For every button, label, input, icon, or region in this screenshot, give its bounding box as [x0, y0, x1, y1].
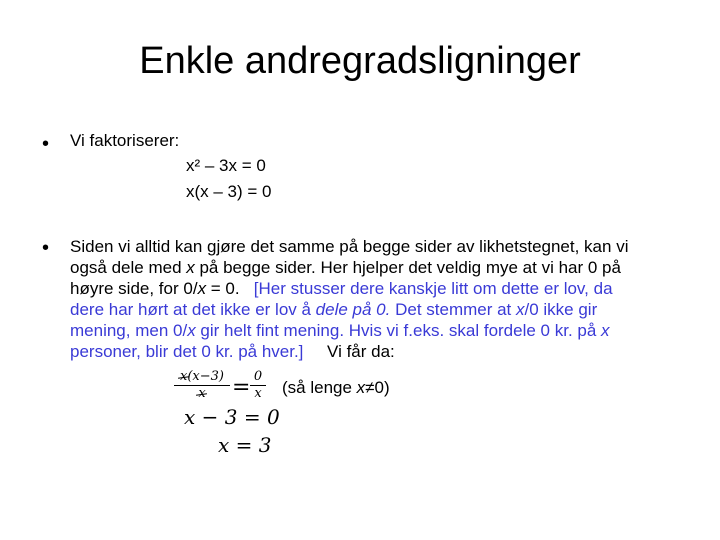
- variable-x: x: [197, 279, 207, 298]
- fraction-left-numerator: [174, 370, 230, 384]
- paragraph-line-6: [70, 341, 395, 362]
- text-segment: også dele med: [70, 258, 187, 277]
- bullet-2: •: [42, 237, 50, 259]
- paragraph-line-1: [70, 236, 628, 257]
- text-segment: Vi får da:: [327, 342, 395, 361]
- paragraph-line-4: [70, 299, 597, 320]
- cancelled-x: x: [180, 369, 188, 384]
- highlight-text: [Her stusser dere kanskje litt om dette er lov, da: [253, 279, 613, 298]
- equation-1: x² – 3x = 0: [186, 156, 266, 175]
- text-segment: gir helt fint mening. Hvis vi f.eks. skal fordele 0 kr. på: [195, 321, 602, 340]
- text-segment: mening, men 0/: [70, 321, 188, 340]
- text-segment: høyre side, for 0/: [70, 279, 198, 298]
- text-segment: Det stemmer at: [390, 300, 516, 319]
- paragraph-line-3: [70, 278, 613, 299]
- fraction-right-denominator: x: [254, 386, 262, 401]
- variable-x: x: [516, 300, 525, 319]
- variable-x: x: [601, 321, 610, 340]
- variable-x: x: [186, 258, 195, 277]
- bullet-1-label: Vi faktoriserer:: [70, 131, 180, 150]
- fraction-right-numerator: 0: [253, 369, 263, 384]
- cancelled-x: x: [198, 386, 206, 401]
- text-segment: = 0.: [206, 279, 240, 298]
- text-segment: på begge sider. Her hjelper det veldig mye at vi har 0 på: [194, 258, 621, 277]
- equation-3: x − 3 = 0: [184, 405, 280, 429]
- text-segment: ≠0): [365, 378, 390, 397]
- fraction-left-denominator: [174, 387, 230, 401]
- paragraph-line-2: [70, 257, 621, 278]
- equation-2: x(x – 3) = 0: [186, 182, 272, 201]
- variable-x: x: [187, 321, 196, 340]
- italic-text: dele på 0.: [315, 300, 391, 319]
- equals-sign: =: [232, 375, 251, 400]
- fraction-right: [250, 370, 266, 401]
- highlight-text: personer, blir det 0 kr. på hver.]: [70, 342, 304, 361]
- numerator-rest: (x−3): [187, 369, 224, 384]
- text-segment: (så lenge: [282, 378, 357, 397]
- equation-4: x = 3: [218, 433, 272, 457]
- condition-note: [282, 377, 390, 398]
- slide-title: Enkle andregradsligninger: [139, 40, 581, 82]
- text-segment: /0 ikke gir: [524, 300, 598, 319]
- text-segment: dere har hørt at det ikke er lov å: [70, 300, 316, 319]
- text-segment: Siden vi alltid kan gjøre det samme på begge sider av likhetstegnet, kan vi: [70, 237, 629, 256]
- fraction-left: [174, 370, 230, 401]
- paragraph-line-5: [70, 320, 610, 341]
- bullet-1: •: [42, 133, 50, 155]
- variable-x: x: [356, 378, 366, 397]
